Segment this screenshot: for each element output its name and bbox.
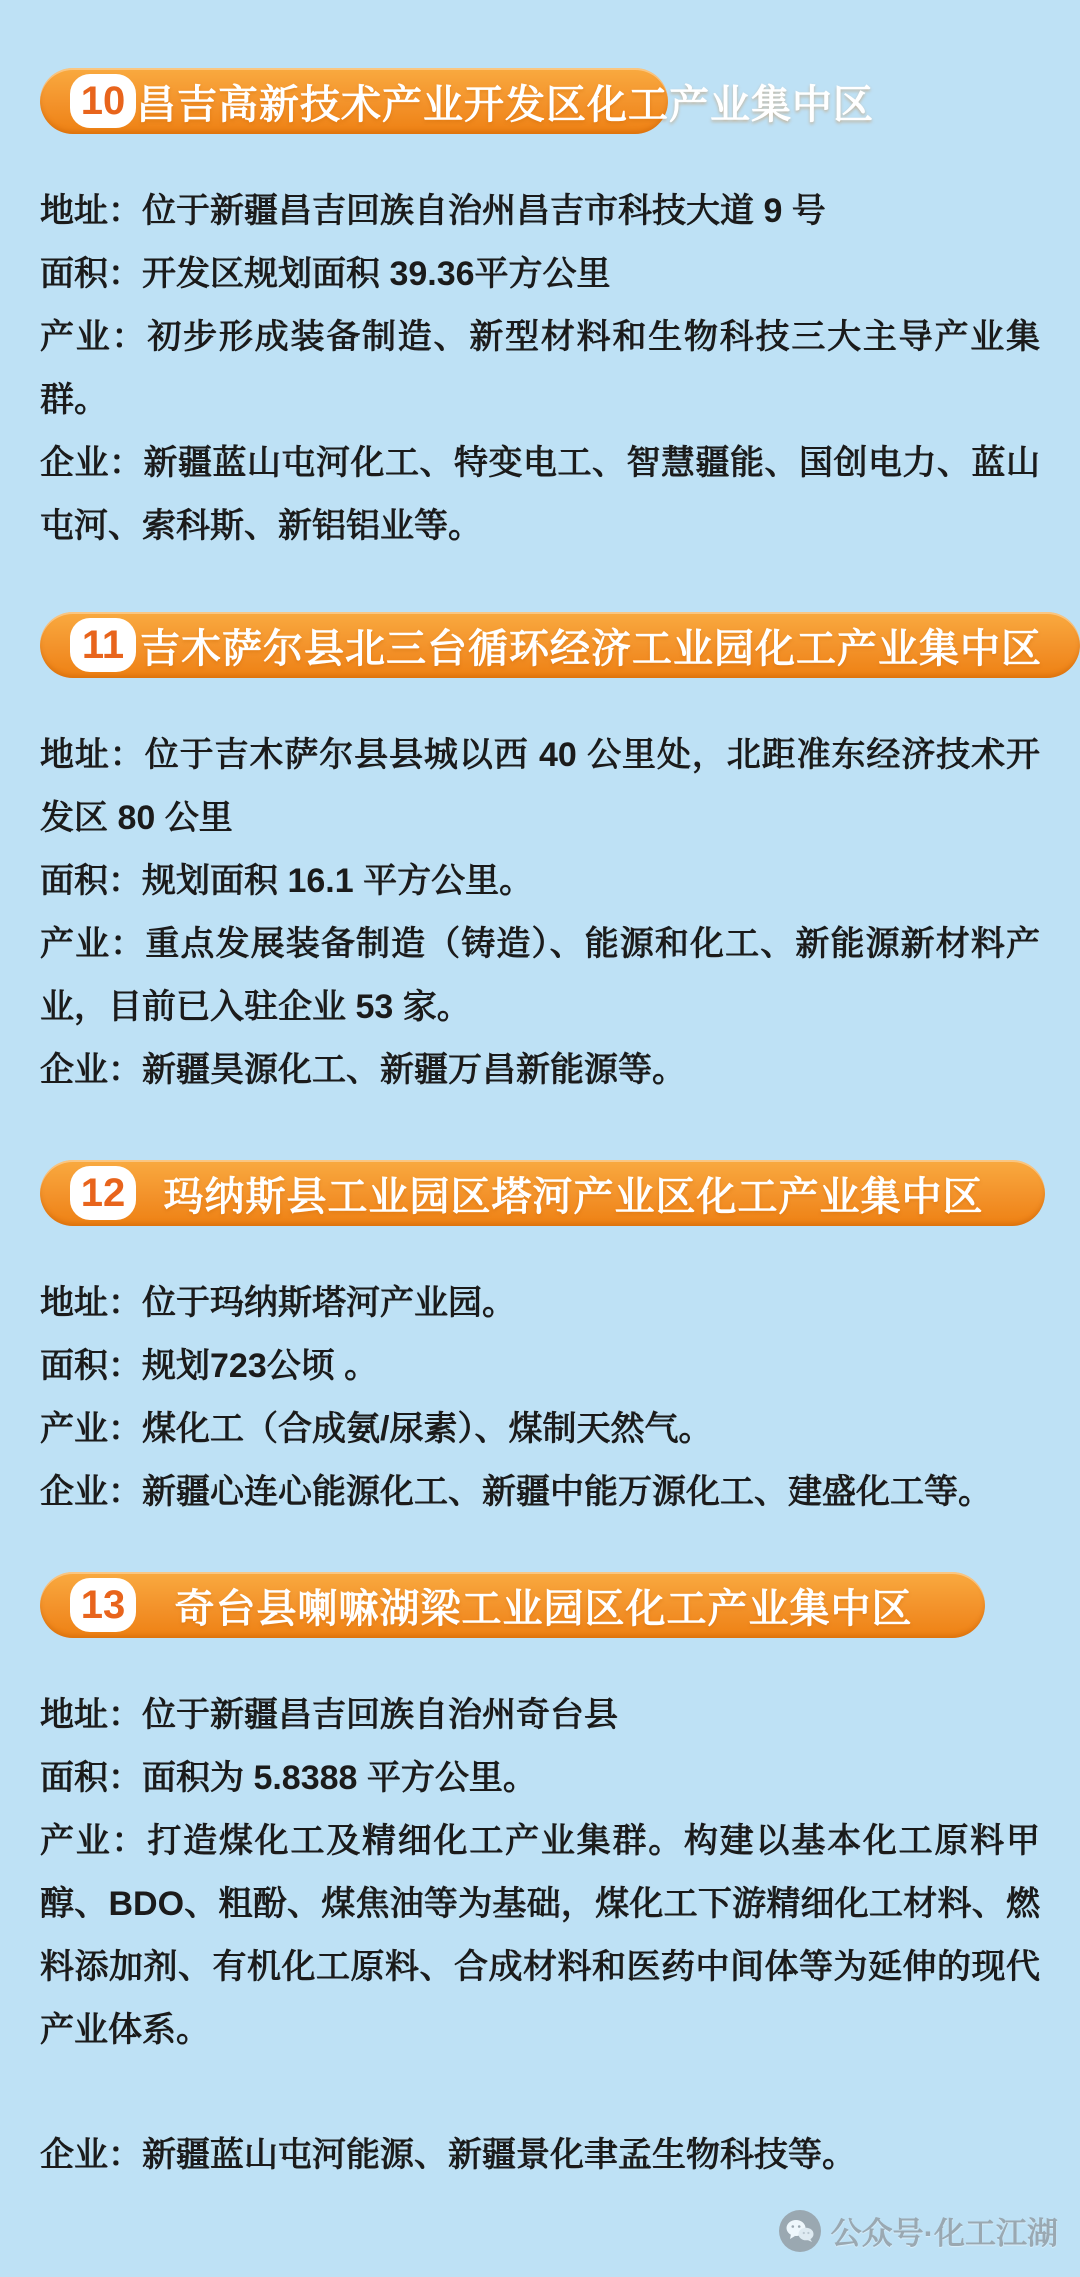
- address-paragraph: 地址：位于新疆昌吉回族自治州昌吉市科技大道 9 号: [40, 192, 826, 230]
- section-10-number-badge: 10: [70, 74, 136, 128]
- address-paragraph: 地址：位于吉木萨尔县县城以西 40 公里处，北距准东经济技术开发区 80 公里: [40, 736, 1040, 837]
- section-13-header: [40, 1572, 985, 1638]
- section-12-title: 玛纳斯县工业园区塔河产业区化工产业集中区: [163, 1174, 984, 1219]
- industry-paragraph: 产业：打造煤化工及精细化工产业集群。构建以基本化工原料甲醇、BDO、粗酚、煤焦油等为基础，煤化工下游精细化工材料、燃料添加剂、有机化工原料、合成材料和医药中间体等为延伸的现代产业体系。: [40, 1822, 1040, 2049]
- section-12-body: [40, 1272, 1040, 1524]
- address-paragraph: 地址：位于玛纳斯塔河产业园。: [40, 1284, 516, 1322]
- area-paragraph: 面积：开发区规划面积 39.36平方公里: [40, 255, 611, 293]
- industry-paragraph: 产业：煤化工（合成氨/尿素）、煤制天然气。: [40, 1410, 713, 1448]
- wechat-icon: [779, 2210, 821, 2252]
- enterprises-paragraph: 企业：新疆蓝山屯河能源、新疆景化聿孟生物科技等。: [40, 2136, 856, 2174]
- section-11-number-badge: 11: [70, 618, 136, 672]
- section-13-number-badge: 13: [70, 1578, 136, 1632]
- area-paragraph: 面积：面积为 5.8388 平方公里。: [40, 1759, 537, 1797]
- section-13-title: 奇台县喇嘛湖梁工业园区化工产业集中区: [174, 1586, 913, 1631]
- address-paragraph: 地址：位于新疆昌吉回族自治州奇台县: [40, 1696, 618, 1734]
- industry-paragraph: 产业：初步形成装备制造、新型材料和生物科技三大主导产业集群。: [40, 318, 1040, 419]
- section-11-header: [40, 612, 1080, 678]
- enterprises-paragraph: 企业：新疆蓝山屯河化工、特变电工、智慧疆能、国创电力、蓝山屯河、索科斯、新铝铝业等。: [40, 444, 1040, 545]
- section-10-header: [40, 68, 874, 134]
- content-column: [0, 68, 1080, 2187]
- section-11-body: [40, 724, 1040, 1102]
- watermark-text: 公众号·化工江湖: [830, 2216, 1058, 2251]
- section-12-header: [40, 1160, 1045, 1226]
- area-paragraph: 面积：规划面积 16.1 平方公里。: [40, 862, 534, 900]
- section-10-body: [40, 180, 1040, 558]
- enterprises-paragraph: 企业：新疆心连心能源化工、新疆中能万源化工、建盛化工等。: [40, 1473, 992, 1511]
- section-11-title: 吉木萨尔县北三台循环经济工业园化工产业集中区: [140, 626, 1042, 671]
- enterprises-paragraph: 企业：新疆昊源化工、新疆万昌新能源等。: [40, 1051, 686, 1089]
- section-12-number-badge: 12: [70, 1166, 136, 1220]
- industry-paragraph: 产业：重点发展装备制造（铸造）、能源和化工、新能源新材料产业，目前已入驻企业 53 家。: [40, 925, 1040, 1026]
- area-paragraph: 面积：规划723公顷 。: [40, 1347, 379, 1385]
- section-13-body: [40, 1684, 1040, 2187]
- watermark: [779, 2208, 1058, 2253]
- section-10-title: 昌吉高新技术产业开发区化工产业集中区: [136, 82, 874, 127]
